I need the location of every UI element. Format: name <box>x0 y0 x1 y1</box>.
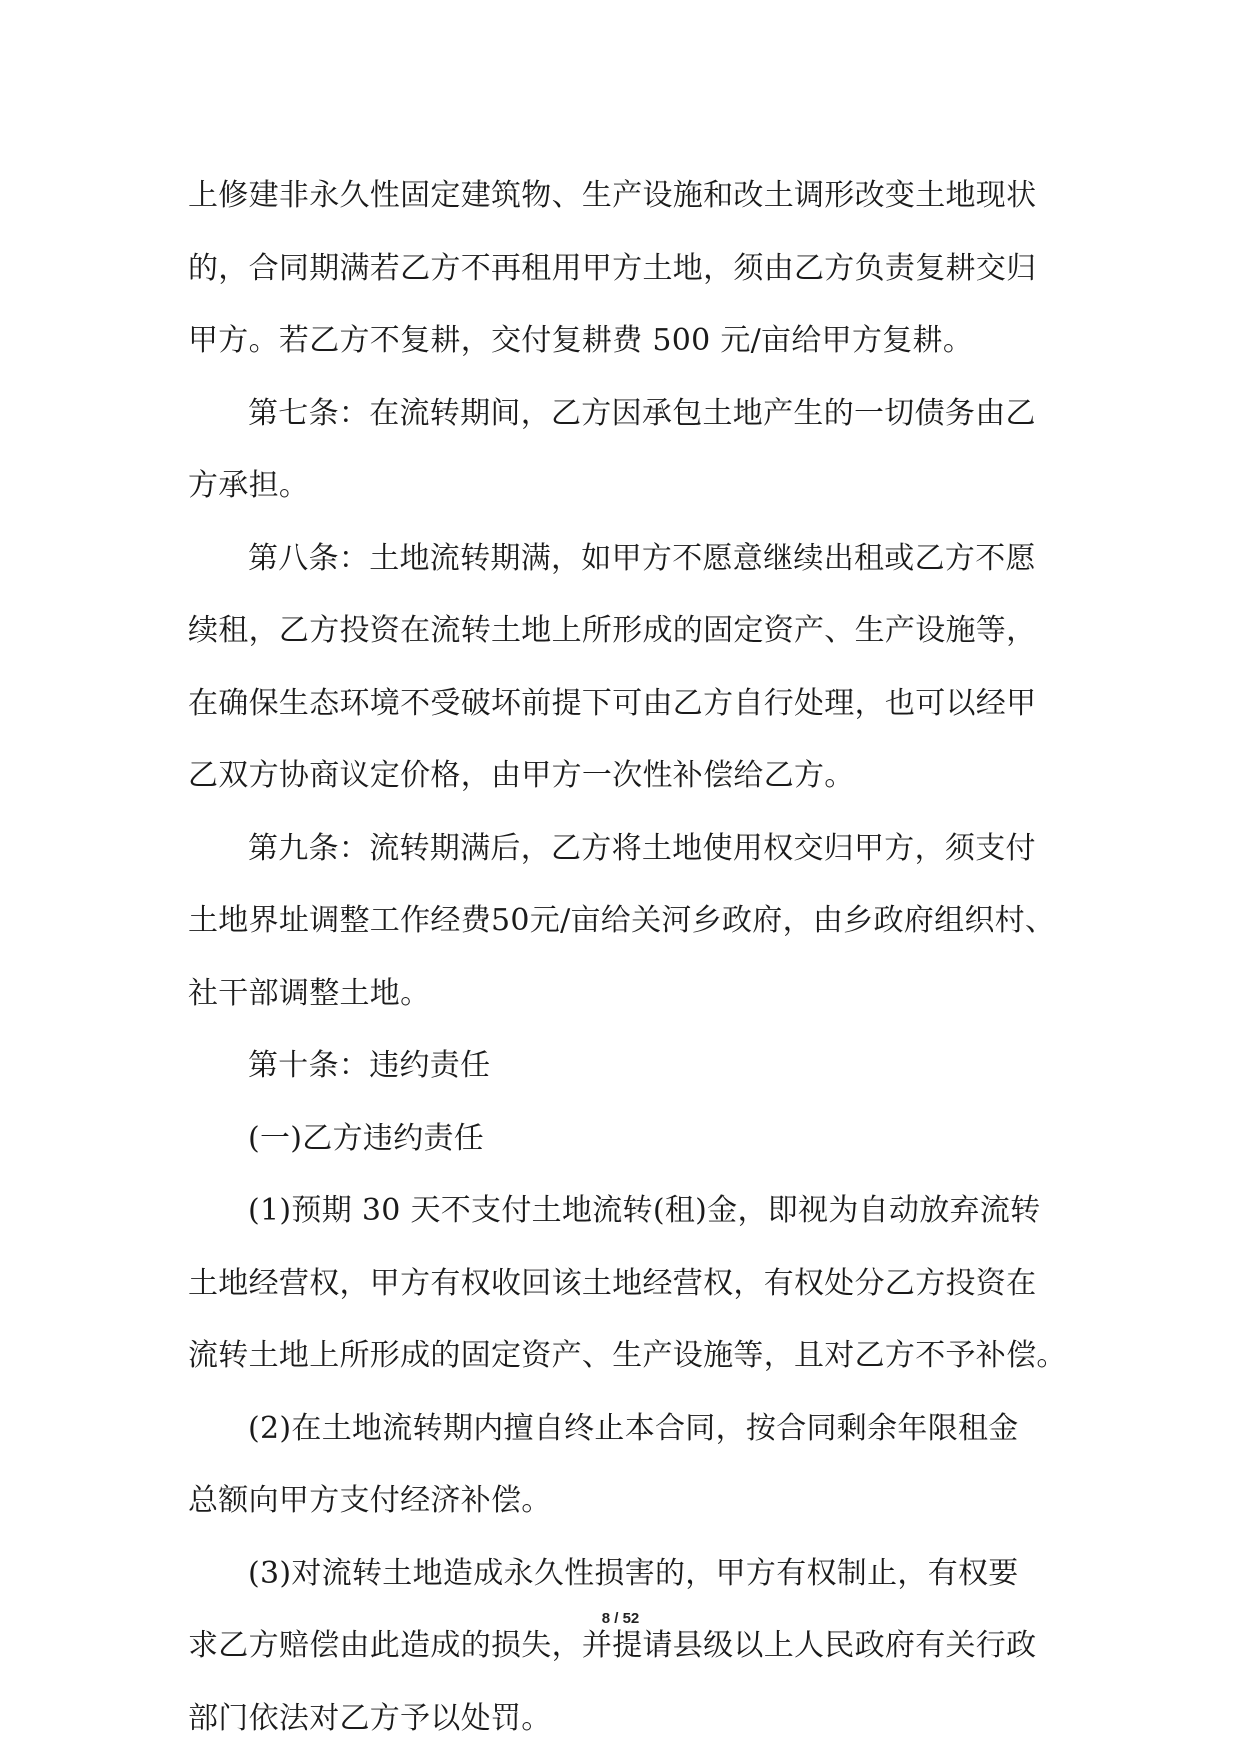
clause-1-line: (1)预期 30 天不支付土地流转(租)金，即视为自动放弃流转 <box>188 1175 1054 1248</box>
text-line: 部门依法对乙方予以处罚。 <box>188 1683 1054 1755</box>
text-line: 在确保生态环境不受破坏前提下可由乙方自行处理，也可以经甲 <box>188 668 1054 741</box>
text-line: 土地经营权，甲方有权收回该土地经营权，有权处分乙方投资在 <box>188 1248 1054 1321</box>
article-10-heading: 第十条：违约责任 <box>188 1030 1054 1103</box>
clause-3-line: (3)对流转土地造成永久性损害的，甲方有权制止，有权要 <box>188 1538 1054 1611</box>
section-heading: (一)乙方违约责任 <box>188 1103 1054 1176</box>
text-line: 乙双方协商议定价格，由甲方一次性补偿给乙方。 <box>188 740 1054 813</box>
text-line: 社干部调整土地。 <box>188 958 1054 1031</box>
body-text <box>188 160 1054 1755</box>
text-line: 求乙方赔偿由此造成的损失，并提请县级以上人民政府有关行政 <box>188 1610 1054 1683</box>
text-line: 上修建非永久性固定建筑物、生产设施和改土调形改变土地现状 <box>188 160 1054 233</box>
text-line: 总额向甲方支付经济补偿。 <box>188 1465 1054 1538</box>
article-9-line: 第九条：流转期满后，乙方将土地使用权交归甲方，须支付 <box>188 813 1054 886</box>
text-line: 方承担。 <box>188 450 1054 523</box>
text-line: 土地界址调整工作经费50元/亩给关河乡政府，由乡政府组织村、 <box>188 885 1054 958</box>
text-line: 的，合同期满若乙方不再租用甲方土地，须由乙方负责复耕交归 <box>188 233 1054 306</box>
clause-2-line: (2)在土地流转期内擅自终止本合同，按合同剩余年限租金 <box>188 1393 1054 1466</box>
text-line: 甲方。若乙方不复耕，交付复耕费 500 元/亩给甲方复耕。 <box>188 305 1054 378</box>
article-8-line: 第八条：土地流转期满，如甲方不愿意继续出租或乙方不愿 <box>188 523 1054 596</box>
text-line: 流转土地上所形成的固定资产、生产设施等，且对乙方不予补偿。 <box>188 1320 1054 1393</box>
article-7-line: 第七条：在流转期间，乙方因承包土地产生的一切债务由乙 <box>188 378 1054 451</box>
page-number: 8 / 52 <box>0 1610 1241 1627</box>
text-line: 续租，乙方投资在流转土地上所形成的固定资产、生产设施等， <box>188 595 1054 668</box>
